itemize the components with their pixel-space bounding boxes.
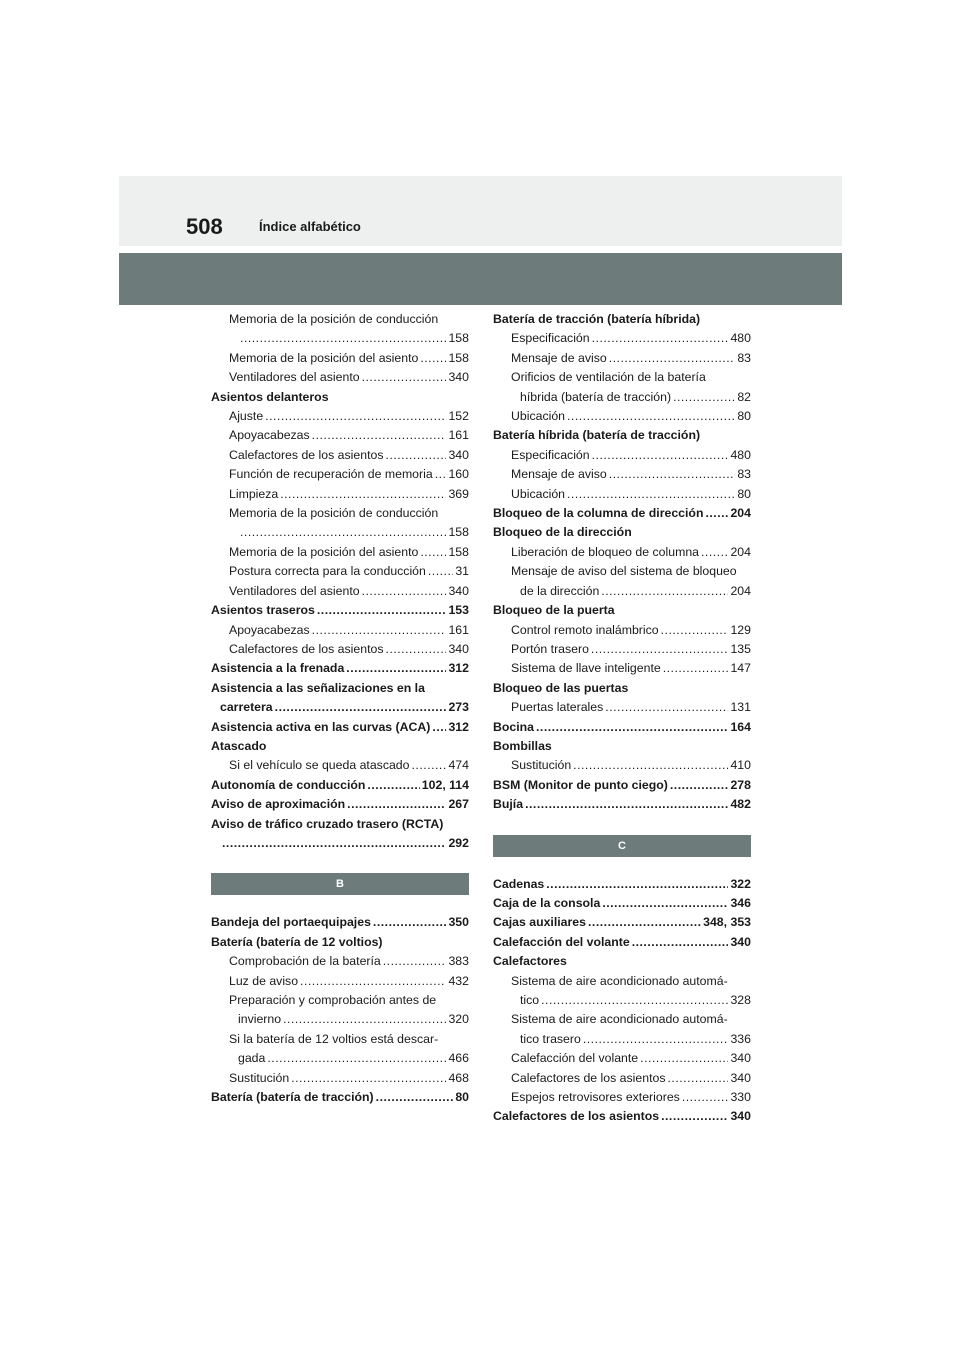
section-title: Índice alfabético: [259, 219, 361, 234]
dot-leader: [682, 1088, 729, 1107]
index-entry-text: Luz de aviso: [229, 973, 299, 988]
dot-leader: [701, 543, 728, 562]
dot-leader: [588, 913, 701, 932]
index-entry-text: Batería híbrida (batería de tracción): [493, 428, 701, 443]
index-entry: [493, 875, 751, 894]
index-entry: [211, 913, 469, 932]
index-entry-text: Calefactores de los asientos: [493, 1109, 660, 1124]
dot-leader: [428, 562, 453, 581]
index-entry-text: Sistema de llave inteligente: [511, 661, 661, 676]
header-bar: [119, 253, 842, 305]
index-entry-text: BSM (Monitor de punto ciego): [493, 777, 668, 792]
page-reference: 160: [448, 467, 469, 482]
index-entry-text: Calefactores de los asientos: [511, 1070, 666, 1085]
index-entry: [493, 659, 751, 678]
index-entry-text: Ventiladores del asiento: [229, 583, 360, 598]
page-reference: 204: [730, 583, 751, 598]
page-reference: 340: [730, 1051, 751, 1066]
page-reference: 340: [448, 447, 469, 462]
index-entry: [211, 1069, 469, 1088]
index-entry: [211, 310, 469, 349]
dot-leader: [312, 426, 447, 445]
index-entry-text: híbrida (batería de tracción): [520, 389, 672, 404]
page-reference: 273: [448, 700, 469, 715]
index-entry-text: Portón trasero: [511, 641, 589, 656]
index-entry-text: Sustitución: [229, 1070, 290, 1085]
index-entry-text: Puertas laterales: [511, 700, 604, 715]
index-entry-text: Bloqueo de las puertas: [493, 680, 629, 695]
page-reference: 480: [730, 331, 751, 346]
header-band: [119, 176, 842, 246]
page-reference: 158: [448, 350, 469, 365]
index-entry: [493, 426, 751, 445]
dot-leader: [265, 407, 446, 426]
index-entry-text: Mensaje de aviso: [511, 350, 607, 365]
dot-leader: [605, 698, 728, 717]
index-entry-text: Bujía: [493, 797, 524, 812]
index-entry: [211, 795, 469, 814]
index-entry-text: Batería de tracción (batería híbrida): [493, 312, 701, 326]
index-entry: [493, 523, 751, 542]
page-reference: 164: [730, 719, 751, 734]
page-reference: 350: [448, 915, 469, 930]
dot-leader: [536, 718, 728, 737]
index-entry: [493, 776, 751, 795]
index-entry: [211, 504, 469, 543]
page-reference: 102, 114: [421, 777, 469, 792]
dot-leader: [602, 894, 728, 913]
index-entry: [211, 640, 469, 659]
index-entry: [493, 894, 751, 913]
index-entry-text: Postura correcta para la conducción: [229, 564, 426, 579]
dot-leader: [240, 329, 446, 348]
page-reference: 153: [448, 603, 469, 618]
index-entry-text: gada: [238, 1051, 266, 1066]
page-reference: 267: [448, 797, 469, 812]
index-entry: [493, 913, 751, 932]
page-reference: 328: [730, 993, 751, 1007]
index-entry-text: Ajuste: [229, 409, 264, 424]
dot-leader: [583, 1030, 729, 1049]
index-entry-text: Comprobación de la batería: [229, 954, 381, 969]
page-reference: 83: [737, 467, 751, 482]
index-entry-text: Batería (batería de tracción): [211, 1090, 374, 1105]
index-entry: [493, 933, 751, 952]
index-entry-text: Memoria de la posición del asiento: [229, 350, 419, 365]
index-entry-text: Memoria de la posición de conducción: [229, 312, 439, 326]
dot-leader: [573, 756, 728, 775]
index-entry-text: Memoria de la posición de conducción: [229, 506, 439, 521]
dot-leader: [300, 972, 446, 991]
index-entry: [493, 368, 751, 407]
index-entry-text: Liberación de bloqueo de columna: [511, 544, 700, 559]
index-entry-text: Bloqueo de la dirección: [493, 525, 632, 540]
dot-leader: [541, 991, 728, 1010]
dot-leader: [432, 718, 446, 737]
index-entry: [211, 349, 469, 368]
page-reference: 482: [730, 797, 751, 812]
dot-leader: [670, 776, 729, 795]
dot-leader: [640, 1049, 728, 1068]
index-entry-text: Apoyacabezas: [229, 622, 310, 637]
index-entry-text: Especificación: [511, 447, 590, 462]
index-entry-text: Limpieza: [229, 486, 279, 501]
dot-leader: [435, 465, 447, 484]
dot-leader: [275, 698, 447, 717]
index-entry: [211, 933, 469, 952]
page-reference: 292: [448, 835, 469, 850]
page-reference: 204: [730, 506, 751, 521]
dot-leader: [663, 659, 729, 678]
index-entry: [211, 756, 469, 775]
dot-leader: [346, 659, 446, 678]
index-entry: [211, 1088, 469, 1107]
page-reference: 369: [448, 486, 469, 501]
index-entry: [211, 465, 469, 484]
dot-leader: [661, 621, 729, 640]
page-reference: 466: [448, 1051, 469, 1066]
index-entry-text: de la dirección: [520, 583, 600, 598]
page-reference: 340: [730, 934, 751, 949]
index-entry: [211, 543, 469, 562]
index-entry: [493, 1088, 751, 1107]
dot-leader: [362, 582, 447, 601]
dot-leader: [661, 1107, 728, 1126]
index-column-right: [493, 310, 751, 1127]
index-entry: [211, 426, 469, 445]
index-entry-text: invierno: [238, 1012, 282, 1027]
index-entry: [211, 582, 469, 601]
index-entry-text: Asientos traseros: [211, 603, 315, 618]
dot-leader: [362, 368, 447, 387]
page-reference: 158: [448, 331, 469, 346]
index-entry-text: Espejos retrovisores exteriores: [511, 1090, 680, 1105]
index-entry-text: Sistema de aire acondicionado automá-: [511, 973, 728, 988]
index-entry: [493, 310, 751, 329]
page-reference: 330: [730, 1090, 751, 1105]
index-entry: [211, 952, 469, 971]
index-entry: [493, 349, 751, 368]
letter-divider: B: [211, 873, 469, 895]
dot-leader: [373, 913, 447, 932]
index-entry-text: Memoria de la posición del asiento: [229, 544, 419, 559]
page-reference: 340: [448, 370, 469, 385]
index-entry: [493, 1069, 751, 1088]
index-entry: [493, 718, 751, 737]
index-entry-text: Calefactores: [493, 954, 567, 969]
index-entry-text: Asistencia a la frenada: [211, 661, 345, 676]
page-reference: 158: [448, 525, 469, 540]
index-entry: [211, 621, 469, 640]
dot-leader: [601, 582, 728, 601]
index-entry: [211, 737, 469, 756]
page-reference: 340: [448, 641, 469, 656]
dot-leader: [411, 756, 446, 775]
index-entry: [211, 991, 469, 1030]
dot-leader: [385, 640, 446, 659]
index-entry: [493, 679, 751, 698]
page-reference: 474: [448, 758, 469, 773]
index-entry: [493, 485, 751, 504]
index-entry-text: carretera: [220, 700, 273, 715]
index-entry-text: Mensaje de aviso: [511, 467, 607, 482]
page-reference: 468: [448, 1070, 469, 1085]
index-entry-text: Si la batería de 12 voltios está descar-: [229, 1031, 439, 1046]
page-reference: 432: [448, 973, 469, 988]
page-reference: 80: [737, 409, 751, 424]
page-reference: 131: [730, 700, 751, 715]
dot-leader: [420, 543, 446, 562]
dot-leader: [609, 465, 736, 484]
page-reference: 31: [455, 564, 469, 579]
index-entry: [211, 446, 469, 465]
index-entry: [493, 446, 751, 465]
page-reference: 340: [448, 583, 469, 598]
index-entry: [211, 718, 469, 737]
dot-leader: [673, 388, 735, 407]
index-entry-text: Apoyacabezas: [229, 428, 310, 443]
index-entry: [493, 795, 751, 814]
index-entry-text: Autonomía de conducción: [211, 777, 366, 792]
index-entry-text: Bloqueo de la puerta: [493, 603, 615, 618]
page-reference: 336: [730, 1031, 751, 1046]
index-entry: [211, 485, 469, 504]
index-entry-text: Ventiladores del asiento: [229, 370, 360, 385]
index-entry-text: Aviso de aproximación: [211, 797, 346, 812]
index-entry-text: Asientos delanteros: [211, 389, 329, 404]
index-entry: [211, 407, 469, 426]
dot-leader: [240, 523, 446, 542]
page-reference: 312: [448, 719, 469, 734]
index-entry: [493, 737, 751, 756]
index-entry-text: Cadenas: [493, 876, 545, 891]
page-reference: 346: [730, 895, 751, 910]
index-entry-text: Atascado: [211, 738, 267, 753]
index-entry: [493, 407, 751, 426]
index-entry: [493, 756, 751, 775]
index-entry: [493, 952, 751, 971]
dot-leader: [367, 776, 419, 795]
dot-leader: [609, 349, 736, 368]
index-entry-text: Calefacción del volante: [493, 934, 630, 949]
dot-leader: [591, 640, 729, 659]
dot-leader: [317, 601, 447, 620]
dot-leader: [291, 1069, 446, 1088]
index-entry: [493, 1049, 751, 1068]
page-reference: 480: [730, 447, 751, 462]
dot-leader: [667, 1069, 728, 1088]
index-entry-text: Función de recuperación de memoria: [229, 467, 433, 482]
index-entry: [493, 1107, 751, 1126]
index-entry-text: Calefacción del volante: [511, 1051, 639, 1066]
index-entry: [211, 972, 469, 991]
dot-leader: [567, 407, 735, 426]
index-entry-text: Calefactores de los asientos: [229, 447, 384, 462]
page-reference: 340: [730, 1070, 751, 1085]
index-entry: [493, 562, 751, 601]
index-entry-text: Control remoto inalámbrico: [511, 622, 659, 637]
index-entry: [211, 601, 469, 620]
dot-leader: [376, 1088, 454, 1107]
dot-leader: [283, 1010, 446, 1029]
page-reference: 80: [455, 1090, 469, 1105]
index-entry-text: Bloqueo de la columna de dirección: [493, 506, 704, 521]
index-entry-text: Orificios de ventilación de la batería: [511, 370, 706, 385]
index-entry-text: Aviso de tráfico cruzado trasero (RCTA): [211, 816, 444, 831]
index-entry: [211, 368, 469, 387]
page-reference: 152: [448, 409, 469, 424]
index-entry: [493, 601, 751, 620]
index-entry-text: Preparación y comprobación antes de: [229, 993, 437, 1007]
index-entry-text: Ubicación: [511, 409, 565, 424]
index-entry: [493, 972, 751, 1011]
dot-leader: [385, 446, 446, 465]
page-reference: 383: [448, 954, 469, 969]
dot-leader: [632, 933, 729, 952]
page-reference: 83: [737, 350, 751, 365]
index-entry-text: Ubicación: [511, 486, 565, 501]
dot-leader: [546, 875, 728, 894]
index-entry-text: Cajas auxiliares: [493, 915, 586, 930]
index-entry: [211, 776, 469, 795]
index-entry: [211, 562, 469, 581]
page-reference: 410: [730, 758, 751, 773]
page-reference: 158: [448, 544, 469, 559]
page-reference: 161: [448, 622, 469, 637]
dot-leader: [222, 834, 446, 853]
index-entry-text: Calefactores de los asientos: [229, 641, 384, 656]
index-entry: [493, 543, 751, 562]
index-entry-text: Sistema de aire acondicionado automá-: [511, 1012, 728, 1027]
page-reference: 204: [730, 544, 751, 559]
index-column-left: [211, 310, 469, 1107]
index-entry: [493, 1010, 751, 1049]
index-entry-text: Mensaje de aviso del sistema de bloqueo: [511, 564, 737, 579]
index-entry-text: Batería (batería de 12 voltios): [211, 934, 383, 949]
page-reference: 135: [730, 641, 751, 656]
index-entry: [211, 659, 469, 678]
index-entry-text: tico: [520, 993, 540, 1007]
index-entry-text: Caja de la consola: [493, 895, 601, 910]
page-reference: 348, 353: [703, 915, 751, 930]
index-entry: [493, 329, 751, 348]
page-reference: 312: [448, 661, 469, 676]
dot-leader: [567, 485, 735, 504]
letter-divider: C: [493, 835, 751, 857]
index-entry: [211, 679, 469, 718]
dot-leader: [525, 795, 728, 814]
index-entry-text: Bombillas: [493, 738, 552, 753]
index-entry: [493, 465, 751, 484]
page-reference: 161: [448, 428, 469, 443]
page-reference: 82: [737, 389, 751, 404]
dot-leader: [592, 446, 729, 465]
dot-leader: [705, 504, 728, 523]
index-entry: [211, 1030, 469, 1069]
page-reference: 147: [730, 661, 751, 676]
dot-leader: [280, 485, 446, 504]
page-reference: 278: [730, 777, 751, 792]
page-reference: 129: [730, 622, 751, 637]
index-entry-text: Bocina: [493, 719, 534, 734]
dot-leader: [420, 349, 446, 368]
index-entry-text: Bandeja del portaequipajes: [211, 915, 371, 930]
index-entry: [493, 621, 751, 640]
index-entry-text: Asistencia a las señalizaciones en la: [211, 680, 425, 695]
dot-leader: [267, 1049, 446, 1068]
index-entry-text: tico trasero: [520, 1031, 581, 1046]
index-entry: [493, 698, 751, 717]
index-entry-text: Si el vehículo se queda atascado: [229, 758, 410, 773]
page-number: 508: [186, 214, 223, 239]
index-entry: [211, 815, 469, 854]
index-entry-text: Especificación: [511, 331, 590, 346]
index-entry-text: Sustitución: [511, 758, 572, 773]
dot-leader: [347, 795, 446, 814]
index-entry: [493, 640, 751, 659]
page-reference: 322: [730, 876, 751, 891]
page-reference: 320: [448, 1012, 469, 1027]
dot-leader: [383, 952, 447, 971]
page-reference: 340: [730, 1109, 751, 1124]
page-reference: 80: [737, 486, 751, 501]
index-entry-text: Asistencia activa en las curvas (ACA): [211, 719, 431, 734]
dot-leader: [312, 621, 447, 640]
index-entry: [493, 504, 751, 523]
index-entry: [211, 388, 469, 407]
dot-leader: [592, 329, 729, 348]
